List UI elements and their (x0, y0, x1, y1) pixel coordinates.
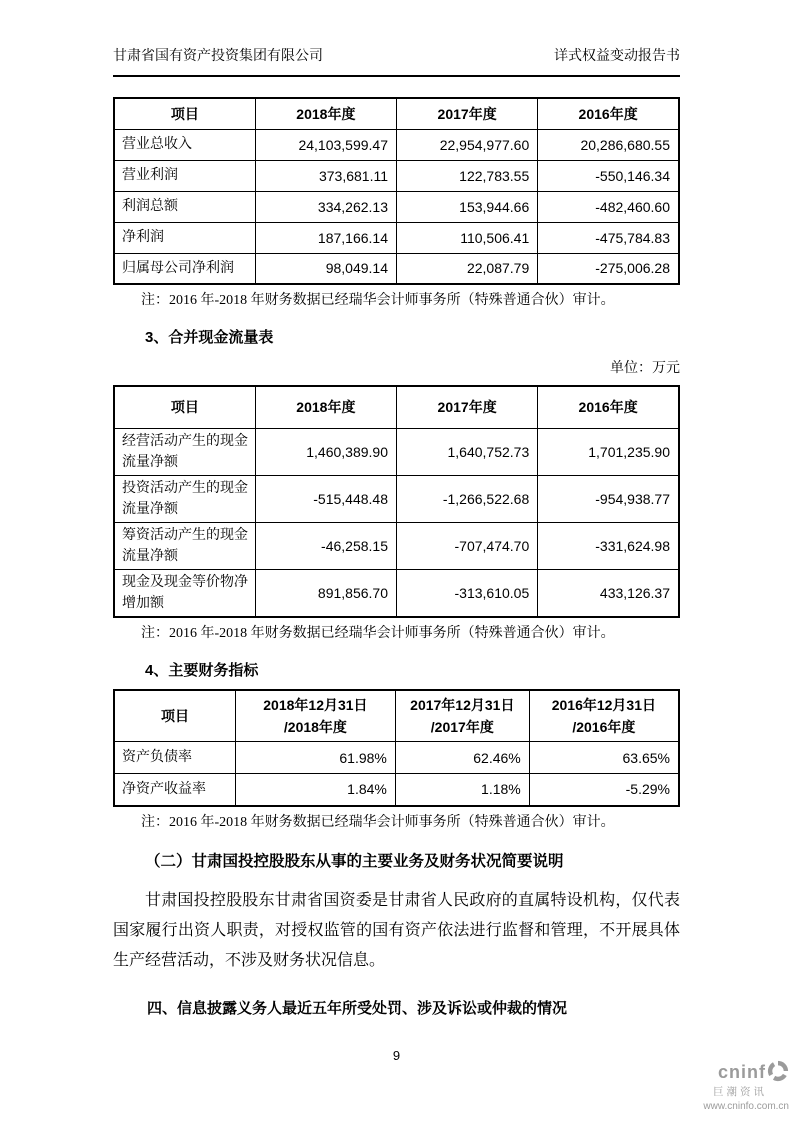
table-row (114, 569, 679, 617)
cell-value: -707,474.70 (397, 522, 538, 569)
row-label: 利润总额 (114, 191, 255, 222)
cell-value: 373,681.11 (255, 160, 396, 191)
audit-note: 注：2016 年-2018 年财务数据已经瑞华会计师事务所（特殊普通合伙）审计。 (141, 814, 615, 830)
table-row (114, 475, 679, 522)
cell-value: 1,640,752.73 (397, 428, 538, 475)
cell-value: 1.18% (395, 774, 529, 806)
row-label: 净资产收益率 (114, 774, 235, 806)
column-header: 2017年度 (397, 98, 538, 129)
cell-value: -46,258.15 (255, 522, 396, 569)
cell-value: 20,286,680.55 (538, 129, 679, 160)
cell-value: 110,506.41 (397, 222, 538, 253)
row-label: 现金及现金等价物净增加额 (114, 569, 255, 617)
column-header (395, 690, 529, 742)
column-header-line1: 2016年12月31日 (551, 696, 657, 713)
cell-value: 433,126.37 (538, 569, 679, 617)
cell-value: 122,783.55 (397, 160, 538, 191)
table-row (114, 160, 679, 191)
row-label: 资产负债率 (114, 742, 235, 774)
table-row (114, 253, 679, 284)
column-header: 2017年度 (397, 386, 538, 428)
cninfo-url: www.cninfo.com.cn (703, 1101, 789, 1112)
cell-value: 24,103,599.47 (255, 129, 396, 160)
column-header (529, 690, 679, 742)
column-header: 2018年度 (255, 98, 396, 129)
cninfo-cn-name: 巨潮资讯 (713, 1086, 767, 1099)
cell-value: 62.46% (395, 742, 529, 774)
cninfo-logo (703, 1060, 789, 1112)
cninfo-wordmark: cninf (718, 1062, 766, 1083)
page-header (113, 48, 680, 77)
table-header-row (114, 386, 679, 428)
cell-value: 334,262.13 (255, 191, 396, 222)
header-company: 甘肃省国有资产投资集团有限公司 (113, 49, 323, 64)
audit-note: 注：2016 年-2018 年财务数据已经瑞华会计师事务所（特殊普通合伙）审计。 (141, 293, 615, 308)
cninfo-brand-row (703, 1060, 789, 1087)
cell-value: 63.65% (529, 742, 679, 774)
cell-value: -1,266,522.68 (397, 475, 538, 522)
table-row (114, 742, 679, 774)
cell-value: 1.84% (235, 774, 395, 806)
unit-label: 单位：万元 (610, 361, 680, 376)
column-header: 项目 (114, 98, 255, 129)
column-header: 项目 (114, 386, 255, 428)
cell-value: 1,701,235.90 (538, 428, 679, 475)
row-label: 营业利润 (114, 160, 255, 191)
table-row (114, 522, 679, 569)
cell-value: 153,944.66 (397, 191, 538, 222)
cell-value: -954,938.77 (538, 475, 679, 522)
cell-value: 22,087.79 (397, 253, 538, 284)
cell-value: -331,624.98 (538, 522, 679, 569)
section-heading-indicators: 4、主要财务指标 (145, 661, 259, 679)
column-header-line2: /2018年度 (283, 718, 347, 735)
row-label: 经营活动产生的现金流量净额 (114, 428, 255, 475)
income-summary-table (113, 97, 680, 285)
table-row (114, 191, 679, 222)
column-header: 2018年度 (255, 386, 396, 428)
cash-flow-table (113, 385, 680, 618)
section-heading-penalties: 四、信息披露义务人最近五年所受处罚、涉及诉讼或仲裁的情况 (147, 999, 568, 1017)
cell-value: 22,954,977.60 (397, 129, 538, 160)
header-doc-title: 详式权益变动报告书 (554, 49, 680, 64)
cell-value: 98,049.14 (255, 253, 396, 284)
page-number: 9 (392, 1047, 401, 1063)
cell-value: -515,448.48 (255, 475, 396, 522)
cell-value: 891,856.70 (255, 569, 396, 617)
body-paragraph: 甘肃国投控股股东甘肃省国资委是甘肃省人民政府的直属特设机构，仅代表国家履行出资人职责，对授权监管的国有资产依法进行监督和管理，不开展具体生产经营活动，不涉及财务状况信息。 (113, 891, 680, 969)
row-label: 筹资活动产生的现金流量净额 (114, 522, 255, 569)
cell-value: -313,610.05 (397, 569, 538, 617)
row-label: 净利润 (114, 222, 255, 253)
column-header-line2: /2016年度 (572, 718, 636, 735)
row-label: 归属母公司净利润 (114, 253, 255, 284)
section-heading-cash-flow: 3、合并现金流量表 (145, 329, 274, 346)
column-header-line1: 2018年12月31日 (263, 696, 368, 713)
cell-value: -482,460.60 (538, 191, 679, 222)
financial-indicators-table (113, 689, 680, 807)
section-heading-shareholder-business: （二）甘肃国投控股股东从事的主要业务及财务状况简要说明 (145, 852, 564, 870)
row-label: 营业总收入 (114, 129, 255, 160)
cell-value: -550,146.34 (538, 160, 679, 191)
table-row (114, 774, 679, 806)
cell-value: -5.29% (529, 774, 679, 806)
cell-value: -275,006.28 (538, 253, 679, 284)
cell-value: -475,784.83 (538, 222, 679, 253)
cell-value: 187,166.14 (255, 222, 396, 253)
audit-note: 注：2016 年-2018 年财务数据已经瑞华会计师事务所（特殊普通合伙）审计。 (141, 625, 615, 641)
table-row (114, 222, 679, 253)
table-header-row (114, 690, 679, 742)
table-header-row (114, 98, 679, 129)
column-header: 项目 (114, 690, 235, 742)
table-row (114, 428, 679, 475)
cninfo-swirl-icon (767, 1060, 789, 1087)
table-row (114, 129, 679, 160)
column-header: 2016年度 (538, 386, 679, 428)
row-label: 投资活动产生的现金流量净额 (114, 475, 255, 522)
column-header (235, 690, 395, 742)
cell-value: 61.98% (235, 742, 395, 774)
cell-value: 1,460,389.90 (255, 428, 396, 475)
column-header-line1: 2017年12月31日 (410, 696, 515, 713)
column-header: 2016年度 (538, 98, 679, 129)
column-header-line2: /2017年度 (430, 718, 494, 735)
